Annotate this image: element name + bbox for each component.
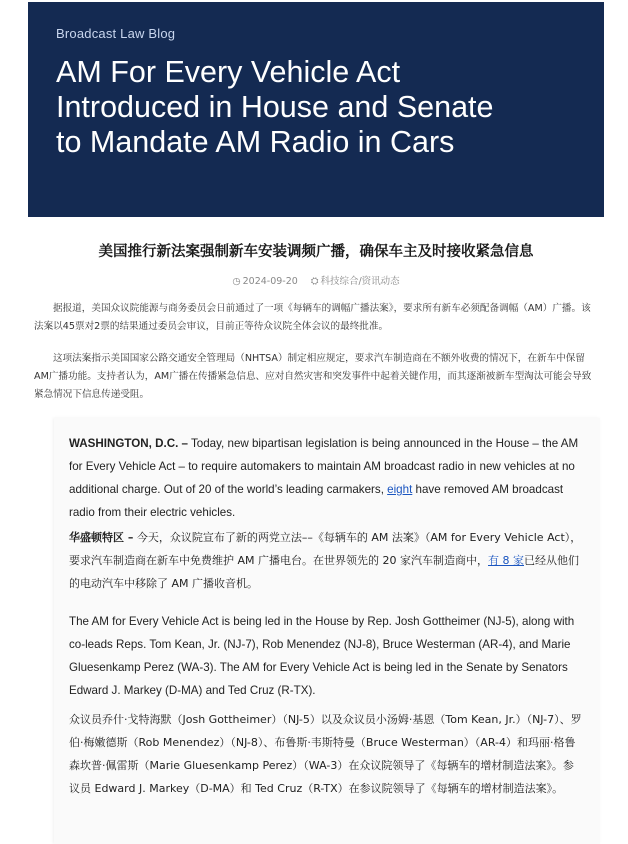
article-meta [34, 273, 598, 287]
tag-icon: ⛭ [310, 276, 319, 287]
dateline-en: WASHINGTON, D.C. – [69, 437, 188, 450]
banner-title-line-2: Introduced in House and Senate [56, 90, 494, 124]
excerpt-zh-2: 众议员乔什·戈特海默（Josh Gottheimer）（NJ-5）以及众议员小汤姆·基恩（Tom Kean, Jr.）（NJ-7）、罗伯·梅嫩德斯（Rob Menendez）（NJ-8）、布鲁斯·韦斯特曼（Bruce Westerman）（AR-4）和玛丽·格鲁森坎普·佩雷斯（Marie Gluesenkamp Perez）（WA-3）在众议院领导了《每辆车的增材制造法案》。参议员 Edward J. Markey（D-MA）和 Ted Cruz（R-TX）在参议院领导了《每辆车的增材制造法案》。 [69, 713, 582, 795]
quoted-excerpt [54, 418, 600, 844]
banner-title-line-1: AM For Every Vehicle Act [56, 55, 401, 89]
category-meta[interactable] [311, 276, 400, 287]
paragraph-1: 据报道，美国众议院能源与商务委员会日前通过了一项《每辆车的调幅广播法案》，要求所有新车必须配备调幅（AM）广播。该法案以45票对2票的结果通过委员会审议，目前正等待众议院全体会议的最终批准。 [34, 303, 591, 332]
eight-link[interactable]: eight [387, 483, 413, 496]
excerpt-zh-1-text-b: 已经从他们的电动汽车中移除了 AM 广播收音机。 [69, 554, 579, 590]
header-banner [28, 2, 604, 217]
article-date: 2024-09-20 [242, 276, 298, 287]
article-title: 美国推行新法案强制新车安装调频广播，确保车主及时接收紧急信息 [98, 244, 534, 260]
date-meta [232, 276, 301, 287]
blog-name: Broadcast Law Blog [56, 26, 176, 41]
excerpt-en-1-text-b: have removed AM broadcast radio from their electric vehicles. [69, 483, 564, 519]
excerpt-en-2: The AM for Every Vehicle Act is being led in the House by Rep. Josh Gottheimer (NJ-5), along with co-leads Reps. Tom Kean, Jr. (NJ-7), Rob Menendez (NJ-8), Bruce Westerman (AR-4), and Marie Gluesenkamp Perez (WA-3). The AM for Every Vehicle Act is being led in the Senate by Senators Edward J. Markey (D-MA) and Ted Cruz (R-TX). [69, 615, 575, 697]
banner-title-line-3: to Mandate AM Radio in Cars [56, 125, 455, 159]
excerpt-en-1 [69, 432, 582, 524]
article-category: 科技综合/资讯动态 [320, 276, 400, 287]
clock-icon: ◷ [232, 276, 241, 287]
dateline-zh: 华盛顿特区 – [69, 531, 134, 544]
eight-link-zh[interactable]: 有 8 家 [488, 554, 524, 567]
excerpt-zh-1 [69, 526, 582, 595]
excerpt-zh-1-text-a: 今天，众议院宣布了新的两党立法––《每辆车的 AM 法案》（AM for Every Vehicle Act），要求汽车制造商在新车中免费维护 AM 广播电台。在世界领先的 20 家汽车制造商中， [69, 531, 582, 567]
excerpt-en-1-text-a: Today, new bipartisan legislation is being announced in the House – the AM for Every Vehicle Act – to require automakers to maintain AM broadcast radio in new vehicles at no additional charge. Out of 20 of the world’s leading carmakers, [69, 437, 579, 496]
paragraph-2: 这项法案指示美国国家公路交通安全管理局（NHTSA）制定相应规定，要求汽车制造商在不额外收费的情况下，在新车中保留AM广播功能。支持者认为，AM广播在传播紧急信息、应对自然灾害和突发事件中起着关键作用，而其逐渐被新车型淘汰可能会导致紧急情况下信息传递受阻。 [34, 353, 592, 400]
article [34, 240, 598, 404]
banner-title [56, 55, 576, 160]
